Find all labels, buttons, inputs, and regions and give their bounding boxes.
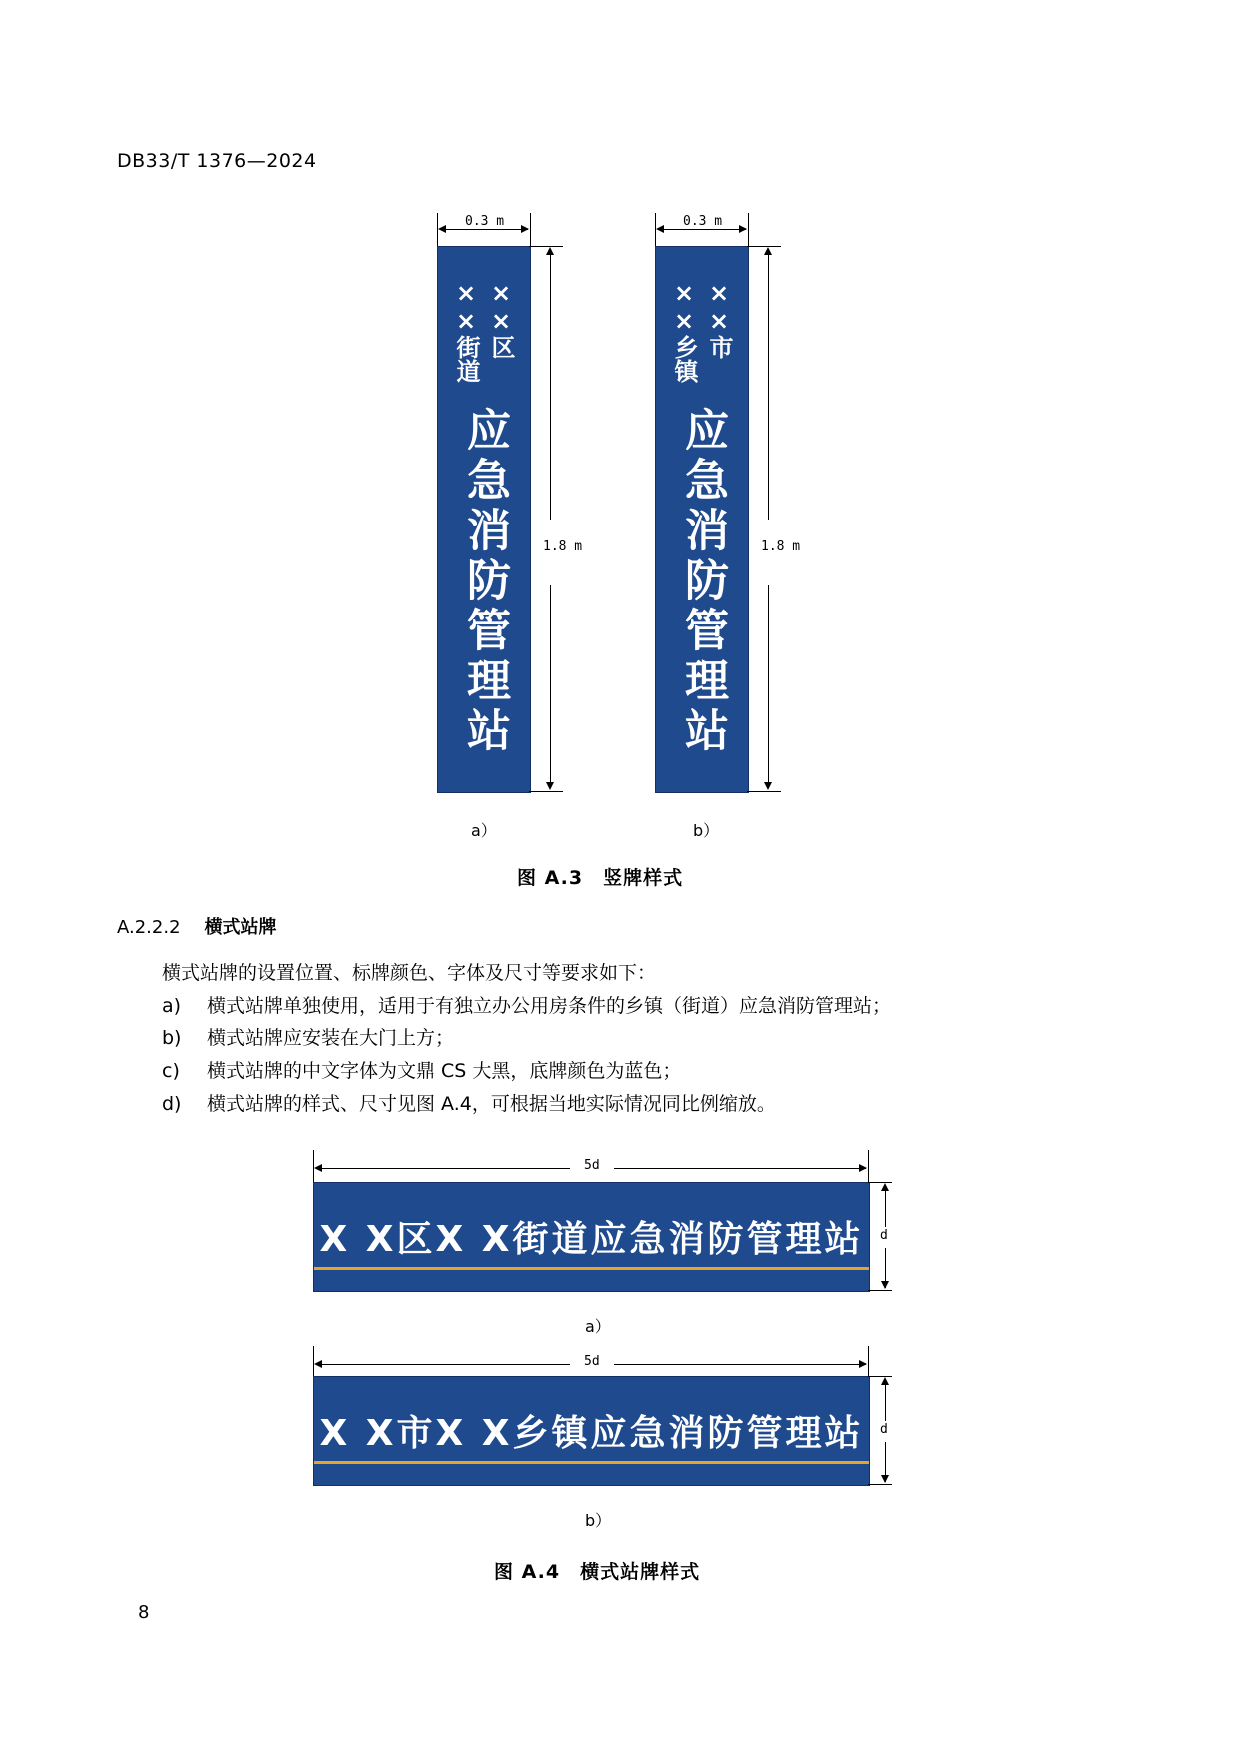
horizontal-sign-b: [313, 1376, 870, 1486]
figure-a4-caption: 图 A.4 横式站牌样式: [494, 1561, 701, 1583]
section-heading: [117, 913, 277, 939]
horizontal-sign-b-text: X X市X X乡镇应急消防管理站: [319, 1413, 864, 1454]
vertical-sign-b-main-text: 应急消防管理站: [677, 407, 728, 757]
vertical-sign-b: [655, 246, 749, 793]
sublabel-a4-b: b）: [585, 1511, 612, 1530]
list-item-label: a): [162, 995, 182, 1017]
sublabel-a4-a: a）: [585, 1317, 611, 1336]
vertical-width-label: 0.3 m: [465, 214, 505, 229]
horizontal-width-label-b: 5d: [570, 1354, 614, 1369]
vertical-sign-a-right-column: ××区: [487, 279, 515, 359]
list-item-label: d): [162, 1093, 182, 1115]
list-item-text: 横式站牌应安装在大门上方；: [207, 1027, 455, 1049]
figure-a3-caption: 图 A.3 竖牌样式: [517, 867, 684, 889]
sublabel-a3-a: a）: [471, 821, 497, 840]
vertical-sign-a-main-text: 应急消防管理站: [459, 407, 510, 757]
vertical-height-label: 1.8 m: [543, 539, 583, 554]
horizontal-sign-a-stripe: [314, 1267, 869, 1270]
document-id: DB33/T 1376—2024: [117, 150, 317, 172]
list-item: [162, 991, 891, 1018]
vertical-sign-a-left-column: ××街道: [452, 279, 480, 383]
vertical-sign-b-left-column: ××乡镇: [670, 279, 698, 383]
section-intro: 横式站牌的设置位置、标牌颜色、字体及尺寸等要求如下：: [162, 962, 657, 984]
horizontal-width-label: 5d: [570, 1158, 614, 1173]
vertical-sign-a: [437, 246, 531, 793]
list-item: [162, 1056, 681, 1083]
list-item-text: 横式站牌的样式、尺寸见图 A.4，可根据当地实际情况同比例缩放。: [207, 1093, 776, 1115]
section-number: A.2.2.2: [117, 917, 181, 938]
list-item-label: c): [162, 1060, 180, 1082]
horizontal-height-label: d: [880, 1228, 888, 1243]
vertical-sign-b-right-column: ××市: [705, 279, 733, 359]
horizontal-sign-a-text: X X区X X街道应急消防管理站: [319, 1219, 864, 1260]
list-item-text: 横式站牌的中文字体为文鼎 CS 大黑，底牌颜色为蓝色；: [207, 1060, 682, 1082]
section-title: 横式站牌: [204, 917, 277, 938]
horizontal-sign-b-stripe: [314, 1461, 869, 1464]
horizontal-height-label-b: d: [880, 1422, 888, 1437]
list-item-text: 横式站牌单独使用，适用于有独立办公用房条件的乡镇（街道）应急消防管理站；: [207, 995, 892, 1017]
horizontal-sign-a: [313, 1182, 870, 1292]
page-number: 8: [138, 1602, 150, 1623]
vertical-height-label-b: 1.8 m: [761, 539, 801, 554]
sublabel-a3-b: b）: [693, 821, 720, 840]
list-item: [162, 1023, 454, 1050]
list-item: [162, 1089, 776, 1116]
vertical-width-label-b: 0.3 m: [683, 214, 723, 229]
list-item-label: b): [162, 1027, 182, 1049]
